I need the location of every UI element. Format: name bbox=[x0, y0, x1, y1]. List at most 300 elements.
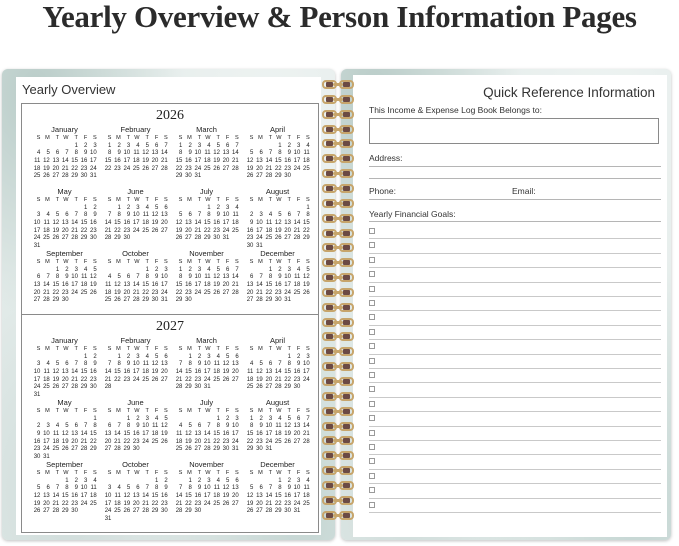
day-number: 6 bbox=[197, 423, 202, 430]
weekday-letter: S bbox=[36, 346, 41, 352]
month-name: April bbox=[269, 336, 285, 345]
goal-row[interactable] bbox=[369, 470, 661, 484]
day-number: 25 bbox=[43, 235, 50, 242]
day-number: 7 bbox=[164, 142, 168, 149]
day-number: 29 bbox=[185, 384, 192, 391]
day-number: 3 bbox=[306, 353, 310, 360]
day-number: 14 bbox=[293, 220, 301, 227]
day-number: 31 bbox=[161, 297, 168, 304]
day-number: 10 bbox=[303, 361, 310, 368]
day-number: 20 bbox=[123, 289, 131, 296]
weekday-letter: M bbox=[187, 259, 192, 265]
day-number: 26 bbox=[61, 446, 69, 453]
empty-day-cell bbox=[173, 478, 182, 486]
day-number: 11 bbox=[213, 485, 220, 492]
day-number: 11 bbox=[232, 212, 239, 219]
day-number: 17 bbox=[293, 158, 301, 165]
phone-email-line[interactable] bbox=[369, 199, 661, 200]
empty-day-cell bbox=[40, 267, 49, 275]
address-line[interactable] bbox=[369, 166, 661, 167]
year-label: 2026 bbox=[156, 108, 184, 123]
goal-checkbox[interactable] bbox=[369, 300, 375, 306]
day-number: 1 bbox=[179, 142, 183, 149]
day-grid bbox=[102, 135, 170, 173]
day-number: 24 bbox=[256, 235, 263, 242]
day-number: 24 bbox=[284, 289, 291, 296]
day-number: 17 bbox=[232, 431, 239, 438]
day-number: 5 bbox=[226, 477, 230, 484]
day-number: 19 bbox=[213, 282, 220, 289]
day-number: 31 bbox=[104, 516, 112, 523]
day-number: 30 bbox=[246, 243, 254, 250]
day-number: 15 bbox=[80, 220, 88, 227]
month-name: September bbox=[46, 249, 83, 258]
month-name: March bbox=[196, 125, 217, 134]
goal-checkbox[interactable] bbox=[369, 257, 375, 263]
goal-row[interactable] bbox=[369, 441, 661, 455]
day-number: 22 bbox=[203, 227, 211, 234]
month-name: March bbox=[196, 336, 217, 345]
goal-checkbox[interactable] bbox=[369, 386, 375, 392]
empty-day-cell bbox=[102, 478, 111, 486]
day-number: 23 bbox=[123, 227, 131, 234]
day-number: 14 bbox=[232, 274, 239, 281]
month-name: May bbox=[57, 398, 72, 407]
day-number: 3 bbox=[108, 485, 112, 492]
day-number: 7 bbox=[108, 212, 112, 219]
spiral-coil bbox=[321, 94, 355, 106]
day-number: 16 bbox=[284, 493, 291, 500]
day-number: 6 bbox=[287, 212, 291, 219]
day-number: 19 bbox=[90, 282, 97, 289]
goal-row[interactable] bbox=[369, 499, 661, 513]
day-number: 26 bbox=[151, 376, 159, 383]
goal-row[interactable] bbox=[369, 311, 661, 325]
goal-checkbox[interactable] bbox=[369, 430, 375, 436]
day-number: 15 bbox=[61, 493, 69, 500]
goal-row[interactable] bbox=[369, 297, 661, 311]
day-number: 10 bbox=[33, 220, 41, 227]
month-grid bbox=[30, 336, 312, 522]
day-number: 19 bbox=[123, 500, 131, 507]
day-number: 29 bbox=[203, 235, 211, 242]
day-number: 18 bbox=[43, 227, 50, 234]
day-number: 2 bbox=[250, 212, 254, 219]
month-calendar bbox=[243, 125, 312, 187]
day-number: 19 bbox=[213, 158, 220, 165]
day-number: 2 bbox=[197, 477, 202, 484]
month-name: April bbox=[269, 125, 285, 134]
day-number: 20 bbox=[161, 220, 168, 227]
weekday-letter: F bbox=[296, 408, 301, 414]
day-number: 16 bbox=[61, 282, 69, 289]
empty-day-cell bbox=[31, 416, 40, 424]
goal-row[interactable] bbox=[369, 239, 661, 253]
goal-row[interactable] bbox=[369, 412, 661, 426]
day-number: 27 bbox=[185, 235, 192, 242]
day-number: 5 bbox=[117, 274, 121, 281]
weekday-letter: M bbox=[116, 259, 121, 265]
belongs-to-field[interactable] bbox=[369, 118, 659, 144]
empty-day-cell bbox=[272, 205, 281, 213]
day-number: 3 bbox=[297, 477, 301, 484]
day-number: 28 bbox=[293, 235, 301, 242]
month-calendar bbox=[101, 249, 170, 311]
day-number: 14 bbox=[265, 158, 273, 165]
day-number: 6 bbox=[155, 142, 159, 149]
goal-checkbox[interactable] bbox=[369, 473, 375, 479]
day-number: 13 bbox=[222, 150, 230, 157]
weekday-letter: F bbox=[83, 408, 88, 414]
goal-row[interactable] bbox=[369, 427, 661, 441]
day-number: 10 bbox=[123, 150, 131, 157]
goal-row[interactable] bbox=[369, 268, 661, 282]
month-calendar bbox=[172, 398, 241, 460]
goal-row[interactable] bbox=[369, 383, 661, 397]
day-number: 11 bbox=[142, 212, 149, 219]
day-number: 26 bbox=[246, 173, 254, 180]
day-number: 23 bbox=[61, 289, 69, 296]
weekday-letter: S bbox=[235, 346, 239, 352]
day-number: 5 bbox=[155, 353, 159, 360]
day-grid bbox=[173, 408, 241, 454]
day-number: 13 bbox=[246, 282, 254, 289]
weekday-letter: F bbox=[296, 259, 301, 265]
day-number: 1 bbox=[74, 142, 78, 149]
day-number: 30 bbox=[194, 384, 202, 391]
weekday-letter: T bbox=[74, 135, 78, 141]
goal-row[interactable] bbox=[369, 326, 661, 340]
empty-day-cell bbox=[253, 143, 262, 151]
day-number: 18 bbox=[80, 282, 88, 289]
day-number: 1 bbox=[188, 477, 192, 484]
day-number: 16 bbox=[213, 220, 220, 227]
goal-checkbox[interactable] bbox=[369, 242, 375, 248]
day-number: 6 bbox=[74, 423, 78, 430]
goal-checkbox[interactable] bbox=[369, 415, 375, 421]
day-number: 4 bbox=[84, 266, 88, 273]
day-number: 6 bbox=[55, 150, 60, 157]
day-grid bbox=[173, 259, 241, 305]
day-number: 24 bbox=[222, 227, 230, 234]
goal-row[interactable] bbox=[369, 340, 661, 354]
day-number: 29 bbox=[175, 173, 183, 180]
weekday-letter: T bbox=[74, 346, 78, 352]
day-number: 31 bbox=[90, 173, 97, 180]
day-number: 16 bbox=[246, 227, 254, 234]
weekday-letter: T bbox=[145, 408, 149, 414]
weekday-letter: W bbox=[276, 259, 282, 265]
goal-row[interactable] bbox=[369, 455, 661, 469]
day-number: 31 bbox=[33, 392, 41, 399]
day-number: 29 bbox=[90, 446, 97, 453]
weekday-letter: T bbox=[197, 346, 202, 352]
day-number: 2 bbox=[126, 353, 131, 360]
weekday-letter: F bbox=[296, 135, 301, 141]
goal-row[interactable] bbox=[369, 283, 661, 297]
weekday-letter: M bbox=[45, 135, 50, 141]
month-name: December bbox=[260, 249, 295, 258]
day-number: 6 bbox=[259, 150, 263, 157]
weekday-letter: W bbox=[276, 470, 282, 476]
day-number: 23 bbox=[194, 376, 202, 383]
goal-checkbox[interactable] bbox=[369, 444, 375, 450]
goal-checkbox[interactable] bbox=[369, 286, 375, 292]
day-number: 8 bbox=[216, 423, 220, 430]
day-number: 9 bbox=[197, 485, 202, 492]
day-number: 18 bbox=[213, 493, 220, 500]
day-number: 26 bbox=[222, 500, 230, 507]
goal-checkbox[interactable] bbox=[369, 487, 375, 493]
day-number: 4 bbox=[55, 423, 60, 430]
goal-checkbox[interactable] bbox=[369, 372, 375, 378]
day-number: 27 bbox=[151, 165, 159, 172]
weekday-letter: T bbox=[268, 135, 273, 141]
goal-row[interactable] bbox=[369, 484, 661, 498]
weekday-letter: W bbox=[205, 470, 211, 476]
empty-day-cell bbox=[50, 143, 59, 151]
day-number: 24 bbox=[194, 289, 202, 296]
headline: Yearly Overview & Person Information Pages bbox=[42, 0, 637, 34]
phone-label: Phone: bbox=[369, 186, 396, 196]
weekday-letter: F bbox=[83, 259, 88, 265]
weekday-letter: T bbox=[197, 470, 202, 476]
day-number: 17 bbox=[303, 369, 310, 376]
day-grid bbox=[31, 135, 99, 181]
goal-checkbox[interactable] bbox=[369, 329, 375, 335]
day-number: 14 bbox=[61, 158, 69, 165]
goal-checkbox[interactable] bbox=[369, 343, 375, 349]
day-number: 6 bbox=[65, 212, 69, 219]
day-number: 1 bbox=[84, 204, 88, 211]
day-number: 9 bbox=[287, 485, 291, 492]
day-number: 3 bbox=[226, 204, 230, 211]
day-number: 3 bbox=[136, 353, 140, 360]
day-number: 26 bbox=[246, 508, 254, 515]
weekday-letter: T bbox=[197, 135, 202, 141]
day-number: 15 bbox=[284, 369, 291, 376]
goal-checkbox[interactable] bbox=[369, 314, 375, 320]
day-number: 1 bbox=[55, 266, 60, 273]
day-number: 6 bbox=[46, 485, 50, 492]
goal-checkbox[interactable] bbox=[369, 458, 375, 464]
month-calendar bbox=[172, 460, 241, 522]
day-number: 16 bbox=[151, 282, 159, 289]
day-number: 3 bbox=[297, 142, 301, 149]
month-calendar bbox=[30, 187, 99, 249]
day-number: 20 bbox=[33, 289, 41, 296]
day-grid bbox=[244, 259, 312, 305]
day-number: 9 bbox=[37, 431, 41, 438]
empty-day-cell bbox=[263, 478, 272, 486]
quick-reference-page bbox=[353, 75, 667, 537]
day-number: 12 bbox=[246, 158, 254, 165]
day-number: 9 bbox=[278, 274, 282, 281]
goal-row[interactable] bbox=[369, 225, 661, 239]
day-number: 2 bbox=[93, 204, 97, 211]
day-number: 19 bbox=[61, 438, 69, 445]
day-number: 30 bbox=[293, 384, 301, 391]
weekday-letter: S bbox=[178, 346, 183, 352]
goal-row[interactable] bbox=[369, 369, 661, 383]
day-number: 2 bbox=[226, 415, 230, 422]
month-grid bbox=[30, 125, 312, 311]
day-number: 19 bbox=[175, 227, 183, 234]
day-number: 27 bbox=[61, 384, 69, 391]
weekday-letter: W bbox=[63, 346, 69, 352]
day-number: 13 bbox=[194, 431, 202, 438]
day-number: 17 bbox=[132, 220, 140, 227]
day-number: 11 bbox=[303, 485, 310, 492]
day-number: 12 bbox=[222, 485, 230, 492]
empty-day-cell bbox=[31, 478, 40, 486]
day-number: 20 bbox=[293, 431, 301, 438]
year-block-2027 bbox=[21, 314, 319, 533]
weekday-letter: W bbox=[63, 470, 69, 476]
weekday-letter: T bbox=[145, 346, 149, 352]
day-number: 27 bbox=[194, 446, 202, 453]
empty-day-cell bbox=[182, 205, 191, 213]
day-number: 3 bbox=[37, 361, 41, 368]
goal-row[interactable] bbox=[369, 254, 661, 268]
day-number: 27 bbox=[246, 297, 254, 304]
month-name: May bbox=[57, 187, 72, 196]
day-number: 16 bbox=[123, 220, 131, 227]
weekday-letter: T bbox=[74, 408, 78, 414]
day-number: 17 bbox=[194, 282, 202, 289]
day-number: 23 bbox=[123, 376, 131, 383]
day-number: 18 bbox=[246, 376, 254, 383]
day-number: 2 bbox=[297, 353, 301, 360]
day-number: 29 bbox=[274, 508, 282, 515]
day-number: 13 bbox=[256, 158, 263, 165]
day-number: 6 bbox=[188, 212, 192, 219]
day-number: 13 bbox=[123, 282, 131, 289]
day-number: 19 bbox=[256, 376, 263, 383]
spiral-coil bbox=[321, 228, 355, 240]
day-number: 24 bbox=[33, 235, 41, 242]
day-number: 30 bbox=[222, 446, 230, 453]
day-number: 11 bbox=[265, 220, 273, 227]
day-number: 16 bbox=[274, 282, 282, 289]
day-number: 4 bbox=[306, 142, 310, 149]
weekday-letter: W bbox=[276, 346, 282, 352]
day-number: 20 bbox=[151, 158, 159, 165]
day-number: 14 bbox=[43, 282, 50, 289]
weekday-letter: T bbox=[126, 197, 131, 203]
day-number: 5 bbox=[250, 485, 254, 492]
day-number: 16 bbox=[132, 431, 140, 438]
goal-checkbox[interactable] bbox=[369, 358, 375, 364]
goal-checkbox[interactable] bbox=[369, 271, 375, 277]
day-number: 10 bbox=[265, 423, 273, 430]
day-number: 3 bbox=[145, 415, 149, 422]
day-number: 28 bbox=[80, 446, 88, 453]
day-number: 13 bbox=[43, 493, 50, 500]
day-number: 10 bbox=[142, 423, 149, 430]
spiral-coil bbox=[321, 450, 355, 462]
goal-checkbox[interactable] bbox=[369, 228, 375, 234]
goal-checkbox[interactable] bbox=[369, 502, 375, 508]
day-number: 8 bbox=[65, 485, 69, 492]
day-number: 28 bbox=[232, 165, 239, 172]
day-number: 12 bbox=[142, 150, 149, 157]
day-number: 17 bbox=[293, 493, 301, 500]
day-number: 8 bbox=[179, 150, 183, 157]
address-line[interactable] bbox=[369, 178, 661, 179]
goal-row[interactable] bbox=[369, 398, 661, 412]
weekday-letter: T bbox=[55, 470, 60, 476]
day-number: 5 bbox=[55, 212, 60, 219]
day-number: 17 bbox=[284, 282, 291, 289]
day-number: 26 bbox=[222, 376, 230, 383]
weekday-letter: W bbox=[205, 346, 211, 352]
day-number: 1 bbox=[268, 266, 273, 273]
address-label: Address: bbox=[369, 153, 403, 163]
weekday-letter: S bbox=[36, 259, 41, 265]
day-number: 20 bbox=[222, 158, 230, 165]
day-number: 16 bbox=[222, 431, 230, 438]
day-number: 12 bbox=[284, 423, 291, 430]
day-number: 8 bbox=[250, 423, 254, 430]
day-number: 1 bbox=[306, 204, 310, 211]
day-number: 11 bbox=[81, 274, 88, 281]
day-number: 27 bbox=[284, 235, 291, 242]
day-number: 7 bbox=[278, 361, 282, 368]
weekday-letter: S bbox=[164, 259, 168, 265]
empty-day-cell bbox=[31, 143, 40, 151]
day-number: 22 bbox=[52, 289, 60, 296]
day-number: 14 bbox=[80, 431, 88, 438]
day-number: 7 bbox=[74, 212, 78, 219]
spiral-coil bbox=[321, 406, 355, 418]
day-number: 18 bbox=[90, 493, 97, 500]
day-number: 3 bbox=[207, 353, 211, 360]
day-grid bbox=[173, 135, 241, 181]
day-number: 12 bbox=[33, 493, 41, 500]
day-number: 27 bbox=[161, 227, 168, 234]
day-number: 5 bbox=[250, 150, 254, 157]
year-block-2026 bbox=[21, 103, 319, 315]
spiral-coil bbox=[321, 124, 355, 136]
day-number: 24 bbox=[293, 165, 301, 172]
goal-checkbox[interactable] bbox=[369, 401, 375, 407]
spiral-coil bbox=[321, 168, 355, 180]
weekday-letter: T bbox=[197, 259, 202, 265]
day-number: 18 bbox=[213, 369, 220, 376]
day-number: 16 bbox=[256, 431, 263, 438]
day-grid bbox=[102, 470, 170, 524]
day-number: 30 bbox=[71, 508, 78, 515]
day-number: 18 bbox=[104, 289, 112, 296]
day-number: 20 bbox=[185, 227, 192, 234]
day-number: 11 bbox=[43, 369, 50, 376]
day-number: 3 bbox=[164, 266, 168, 273]
day-number: 6 bbox=[65, 361, 69, 368]
day-number: 2 bbox=[188, 142, 192, 149]
day-number: 9 bbox=[84, 150, 88, 157]
spiral-coil bbox=[321, 317, 355, 329]
day-number: 2 bbox=[155, 266, 159, 273]
day-number: 12 bbox=[175, 220, 183, 227]
goal-row[interactable] bbox=[369, 355, 661, 369]
day-number: 30 bbox=[90, 384, 97, 391]
day-number: 21 bbox=[175, 500, 183, 507]
day-number: 5 bbox=[93, 266, 97, 273]
day-number: 10 bbox=[71, 274, 78, 281]
day-number: 13 bbox=[256, 493, 263, 500]
day-number: 2 bbox=[197, 353, 202, 360]
